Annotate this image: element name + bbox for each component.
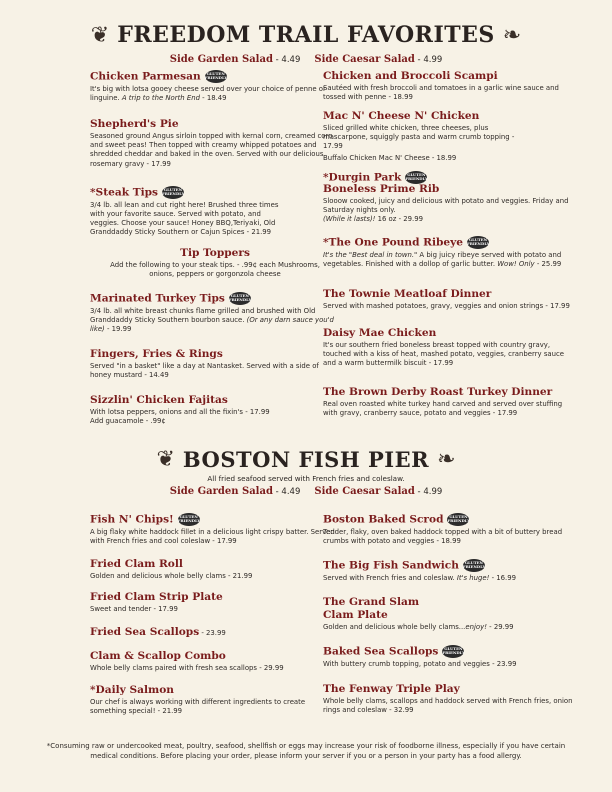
menu-item [90, 70, 340, 103]
item-desc: Slooow cooked, juicy and delicious with potato and veggies. Friday and Saturday nights only. (While it lasts)! 16 oz - 29.99 [323, 196, 569, 223]
item-name: Chicken and Broccoli Scampi [323, 70, 498, 82]
item-name: Fingers, Fries & Rings [90, 348, 223, 360]
side-salads [0, 54, 612, 65]
item-desc: 3/4 lb. all lean and cut right here! Brushed three times with your favorite sauce. Served with potato, and veggies. Choose your sauce! Honey BBQ,Teriyaki, Old Granddaddy Sticky Southern or Cajun Spices - 21.99 [90, 200, 279, 237]
item-name: Chicken Parmesan GLUTEN FRIENDLY [90, 70, 228, 83]
menu-item [323, 559, 573, 583]
item-name: *Steak Tips GLUTEN FRIENDLY [90, 186, 185, 199]
gluten-friendly-icon: GLUTEN FRIENDLY [467, 236, 489, 249]
item-name-line2: Boneless Prime Rib [323, 182, 440, 195]
item-name: Daisy Mae Chicken [323, 327, 437, 339]
item-name: *Durgin Park GLUTEN FRIENDLY [323, 171, 428, 184]
menu-item [323, 513, 573, 546]
item-name: Tip Toppers [180, 247, 250, 259]
item-name: Baked Sea Scallops GLUTEN FRIENDLY [323, 645, 465, 658]
menu-item [90, 650, 340, 673]
item-desc: Served with mashed potatoes, gravy, veggies and onion strings - 17.99 [323, 302, 570, 310]
item-desc: It's big with lotsa gooey cheese served over your choice of penne or linguine. A trip to the North End - 18.49 [90, 84, 326, 102]
item-name: The Grand Slam [323, 596, 420, 608]
item-desc: Our chef is always working with different ingredients to create something special! - 21.99 [90, 698, 306, 716]
section-intro: All fried seafood served with French fries and coleslaw. [207, 474, 405, 483]
flourish-left-icon: ❦ [156, 446, 175, 472]
item-desc: Sweet and tender - 17.99 [90, 605, 178, 613]
item-name: The Big Fish Sandwich GLUTEN FRIENDLY [323, 559, 486, 572]
item-name: The Brown Derby Roast Turkey Dinner [323, 386, 553, 398]
item-name: Fried Clam Roll [90, 558, 183, 570]
menu-item [90, 626, 340, 639]
item-name: Fried Sea Scallops - 23.99 [90, 626, 226, 638]
menu-item [323, 171, 573, 224]
menu-item [90, 591, 340, 614]
flourish-right-icon: ❧ [502, 22, 522, 48]
gluten-friendly-icon: GLUTEN FRIENDLY [205, 70, 227, 83]
gluten-friendly-icon: GLUTEN FRIENDLY [447, 513, 469, 526]
menu-item [90, 394, 340, 426]
food-safety-footnote: *Consuming raw or undercooked meat, poultry, seafood, shellfish or eggs may increase your risk of foodborne illness, especially if you have certain medical conditions. Before placing your order, please inform your server if you or a person in your party has a food allergy. [46, 742, 566, 760]
menu-item [90, 558, 340, 581]
menu-item [323, 70, 573, 102]
menu-item [323, 386, 573, 418]
gluten-friendly-icon: GLUTEN FRIENDLY [405, 171, 427, 184]
menu-item [90, 513, 340, 546]
item-name: *The One Pound Ribeye GLUTEN FRIENDLY [323, 236, 490, 249]
item-name: Sizzlin' Chicken Fajitas [90, 394, 228, 406]
item-desc: Served "in a basket" like a day at Nantasket. Served with a side of honey mustard - 14.49 [90, 362, 319, 380]
item-name: Fried Clam Strip Plate [90, 591, 223, 603]
flourish-left-icon: ❦ [90, 22, 110, 48]
menu-item [90, 292, 340, 334]
side-label: Side Caesar Salad [314, 486, 415, 497]
menu-item [323, 596, 573, 632]
menu-item [90, 684, 340, 716]
item-desc: It's our southern fried boneless breast topped with country gravy, touched with a kiss of heat, mashed potato, veggies, cranberry sauce and a warm buttermilk biscuit - 17.99 [323, 341, 565, 368]
menu-item [323, 110, 573, 163]
flourish-right-icon: ❧ [437, 446, 456, 472]
item-desc: Sliced grilled white chicken, three cheeses, plus mascarpone, squiggly pasta and warm crumb topping - 17.99 Buffalo Chicken Mac N' Cheese - 18.99 [323, 124, 515, 162]
side-price: - 4.49 [272, 487, 301, 497]
menu-item [323, 327, 573, 369]
section-title: BOSTON FISH PIER [182, 446, 430, 472]
item-desc: Real oven roasted white turkey hand carved and served over stuffing with gravy, cranberry sauce, potato and veggies - 17.99 [323, 400, 563, 418]
item-desc: Golden and delicious whole belly clams - 21.99 [90, 572, 253, 580]
menu-item [323, 288, 573, 311]
item-name: The Townie Meatloaf Dinner [323, 288, 492, 300]
item-desc: Add the following to your steak tips. - .99¢ each Mushrooms, onions, peppers or gorgonzola cheese [110, 261, 320, 279]
menu-item [323, 645, 573, 669]
item-desc: Tender, flaky, oven baked haddock topped with a bit of buttery bread crumbs with potato and veggies - 18.99 [323, 527, 563, 545]
menu-item [323, 683, 573, 715]
item-name: Mac N' Cheese N' Chicken [323, 110, 480, 122]
gluten-friendly-icon: GLUTEN FRIENDLY [442, 645, 464, 658]
item-name: Shepherd's Pie [90, 118, 179, 130]
menu-item [90, 186, 340, 237]
item-name: Clam & Scallop Combo [90, 650, 226, 662]
side-price: - 4.49 [272, 55, 301, 65]
side-label: Side Garden Salad [169, 54, 273, 65]
side-label: Side Caesar Salad [314, 54, 415, 65]
menu-item [90, 247, 340, 279]
item-desc: Sautéed with fresh broccoli and tomatoes in a garlic wine sauce and tossed with penne - 18.99 [323, 84, 559, 102]
side-label: Side Garden Salad [169, 486, 273, 497]
section-banner-freedom-trail [58, 16, 554, 54]
item-desc: 3/4 lb. all white breast chunks flame grilled and brushed with Old Granddaddy Sticky Southern bourbon sauce. (Or any darn sauce you'd like) - 19.99 [90, 306, 334, 333]
gluten-friendly-icon: GLUTEN FRIENDLY [229, 292, 251, 305]
gluten-friendly-icon: GLUTEN FRIENDLY [162, 186, 184, 199]
item-name-line2: Clam Plate [323, 609, 388, 621]
gluten-friendly-icon: GLUTEN FRIENDLY [178, 513, 200, 526]
item-name: Marinated Turkey Tips GLUTEN FRIENDLY [90, 292, 252, 305]
menu-item [90, 118, 340, 169]
item-desc: It's the "Best deal in town." A big juicy ribeye served with potato and vegetables. Finished with a dollop of garlic butter. Wow! Only - 25.99 [323, 250, 562, 268]
item-desc: A big flaky white haddock fillet in a delicious light crispy batter. Served with French fries and cool coleslaw - 17.99 [90, 527, 335, 545]
item-desc: Seasoned ground Angus sirloin topped with kernal corn, creamed corn and sweet peas! Then topped with creamy whipped potatoes and shredded cheddar and baked in the oven. Served with our delicious rosemary gravy - 17.99 [90, 132, 333, 168]
item-name: Boston Baked Scrod GLUTEN FRIENDLY [323, 513, 470, 526]
menu-item [323, 236, 573, 269]
item-name: Fish N' Chips! GLUTEN FRIENDLY [90, 513, 201, 526]
item-name: The Fenway Triple Play [323, 683, 460, 695]
menu-item [90, 348, 340, 380]
item-desc: With buttery crumb topping, potato and veggies - 23.99 [323, 659, 517, 668]
side-salads [0, 486, 612, 497]
gluten-friendly-icon: GLUTEN FRIENDLY [463, 559, 485, 572]
item-name: *Daily Salmon [90, 684, 174, 696]
section-banner-fish-pier [58, 440, 554, 478]
item-desc: Served with French fries and coleslaw. It's huge! - 16.99 [323, 573, 516, 582]
item-desc: With lotsa peppers, onions and all the fixin's - 17.99 Add guacamole - .99¢ [90, 408, 270, 426]
item-desc: Whole belly clams paired with fresh sea scallops - 29.99 [90, 664, 284, 672]
section-title: FREEDOM TRAIL FAVORITES [117, 22, 495, 48]
item-desc: Whole belly clams, scallops and haddock served with French fries, onion rings and coleslaw - 32.99 [323, 697, 573, 715]
item-desc: Golden and delicious whole belly clams...enjoy! - 29.99 [323, 623, 514, 631]
side-price: - 4.99 [414, 55, 443, 65]
side-price: - 4.99 [414, 487, 443, 497]
